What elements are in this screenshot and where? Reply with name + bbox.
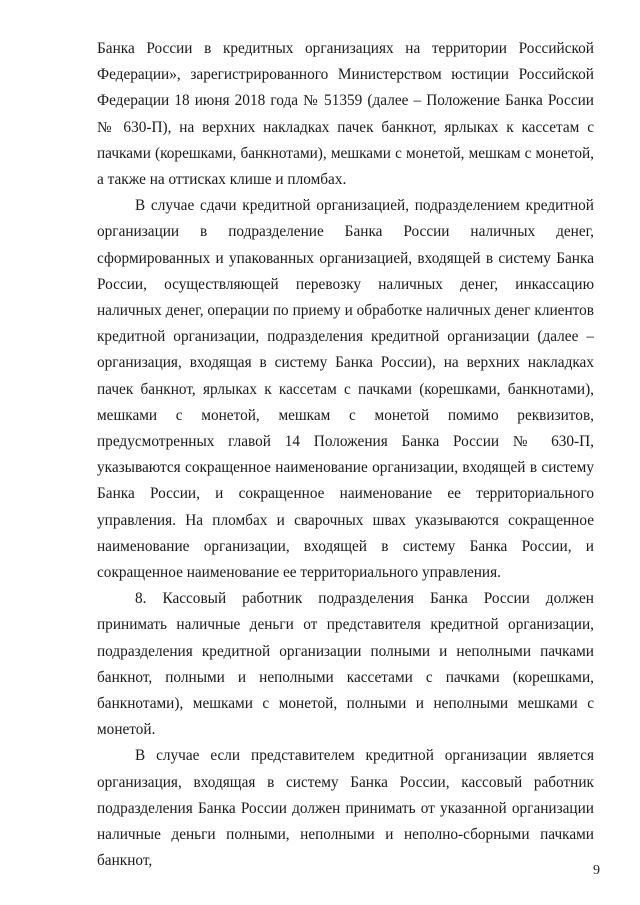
paragraph-representative-case: В случае если представителем кредитной организации является организация, входящая в систему Банка России, кассовый работник подразделения Банка России должен принимать от указанной организации наличные деньги полными, неполными и неполно-сборными пачками банкнот,: [97, 747, 594, 870]
page-number: 9: [593, 863, 600, 878]
body-text: [97, 36, 594, 875]
paragraph-clause-8: 8. Кассовый работник подразделения Банка России должен принимать наличные деньги от представителя кредитной организации, подразделения кредитной организации полными и неполными пачками банкнот, полными и неполными кассетами с пачками (корешками, банкнотами), мешками с монетой, полными и неполными мешками с монетой.: [97, 590, 594, 739]
paragraph-continuation: Банка России в кредитных организациях на территории Российской Федерации», зарегистрированного Министерством юстиции Российской Федерации 18 июня 2018 года № 51359 (далее – Положение Банка России № 630-П), на верхних накладках пачек банкнот, ярлыках к кассетам с пачками (корешками, банкнотами), мешками с монетой, мешкам с монетой, а также на оттисках клише и пломбах.: [97, 40, 594, 189]
paragraph-credit-org-submission: В случае сдачи кредитной организацией, подразделением кредитной организации в подразделение Банка России наличных денег, сформированных и упакованных организацией, входящей в систему Банка России, осуществляющей перевозку наличных денег, инкассацию наличных денег, операции по приему и обработке наличных денег клиентов кредитной организации, подразделения кредитной организации (далее – организация, входящая в систему Банка России), на верхних накладках пачек банкнот, ярлыках к кассетам с пачками (корешками, банкнотами), мешками с монетой, мешкам с монетой помимо реквизитов, предусмотренных главой 14 Положения Банка России № 630-П, указываются сокращенное наименование организации, входящей в систему Банка России, и сокращенное наименование ее территориального управления. На пломбах и сварочных швах указываются сокращенное наименование организации, входящей в систему Банка России, и сокращенное наименование ее территориального управления.: [97, 197, 594, 582]
